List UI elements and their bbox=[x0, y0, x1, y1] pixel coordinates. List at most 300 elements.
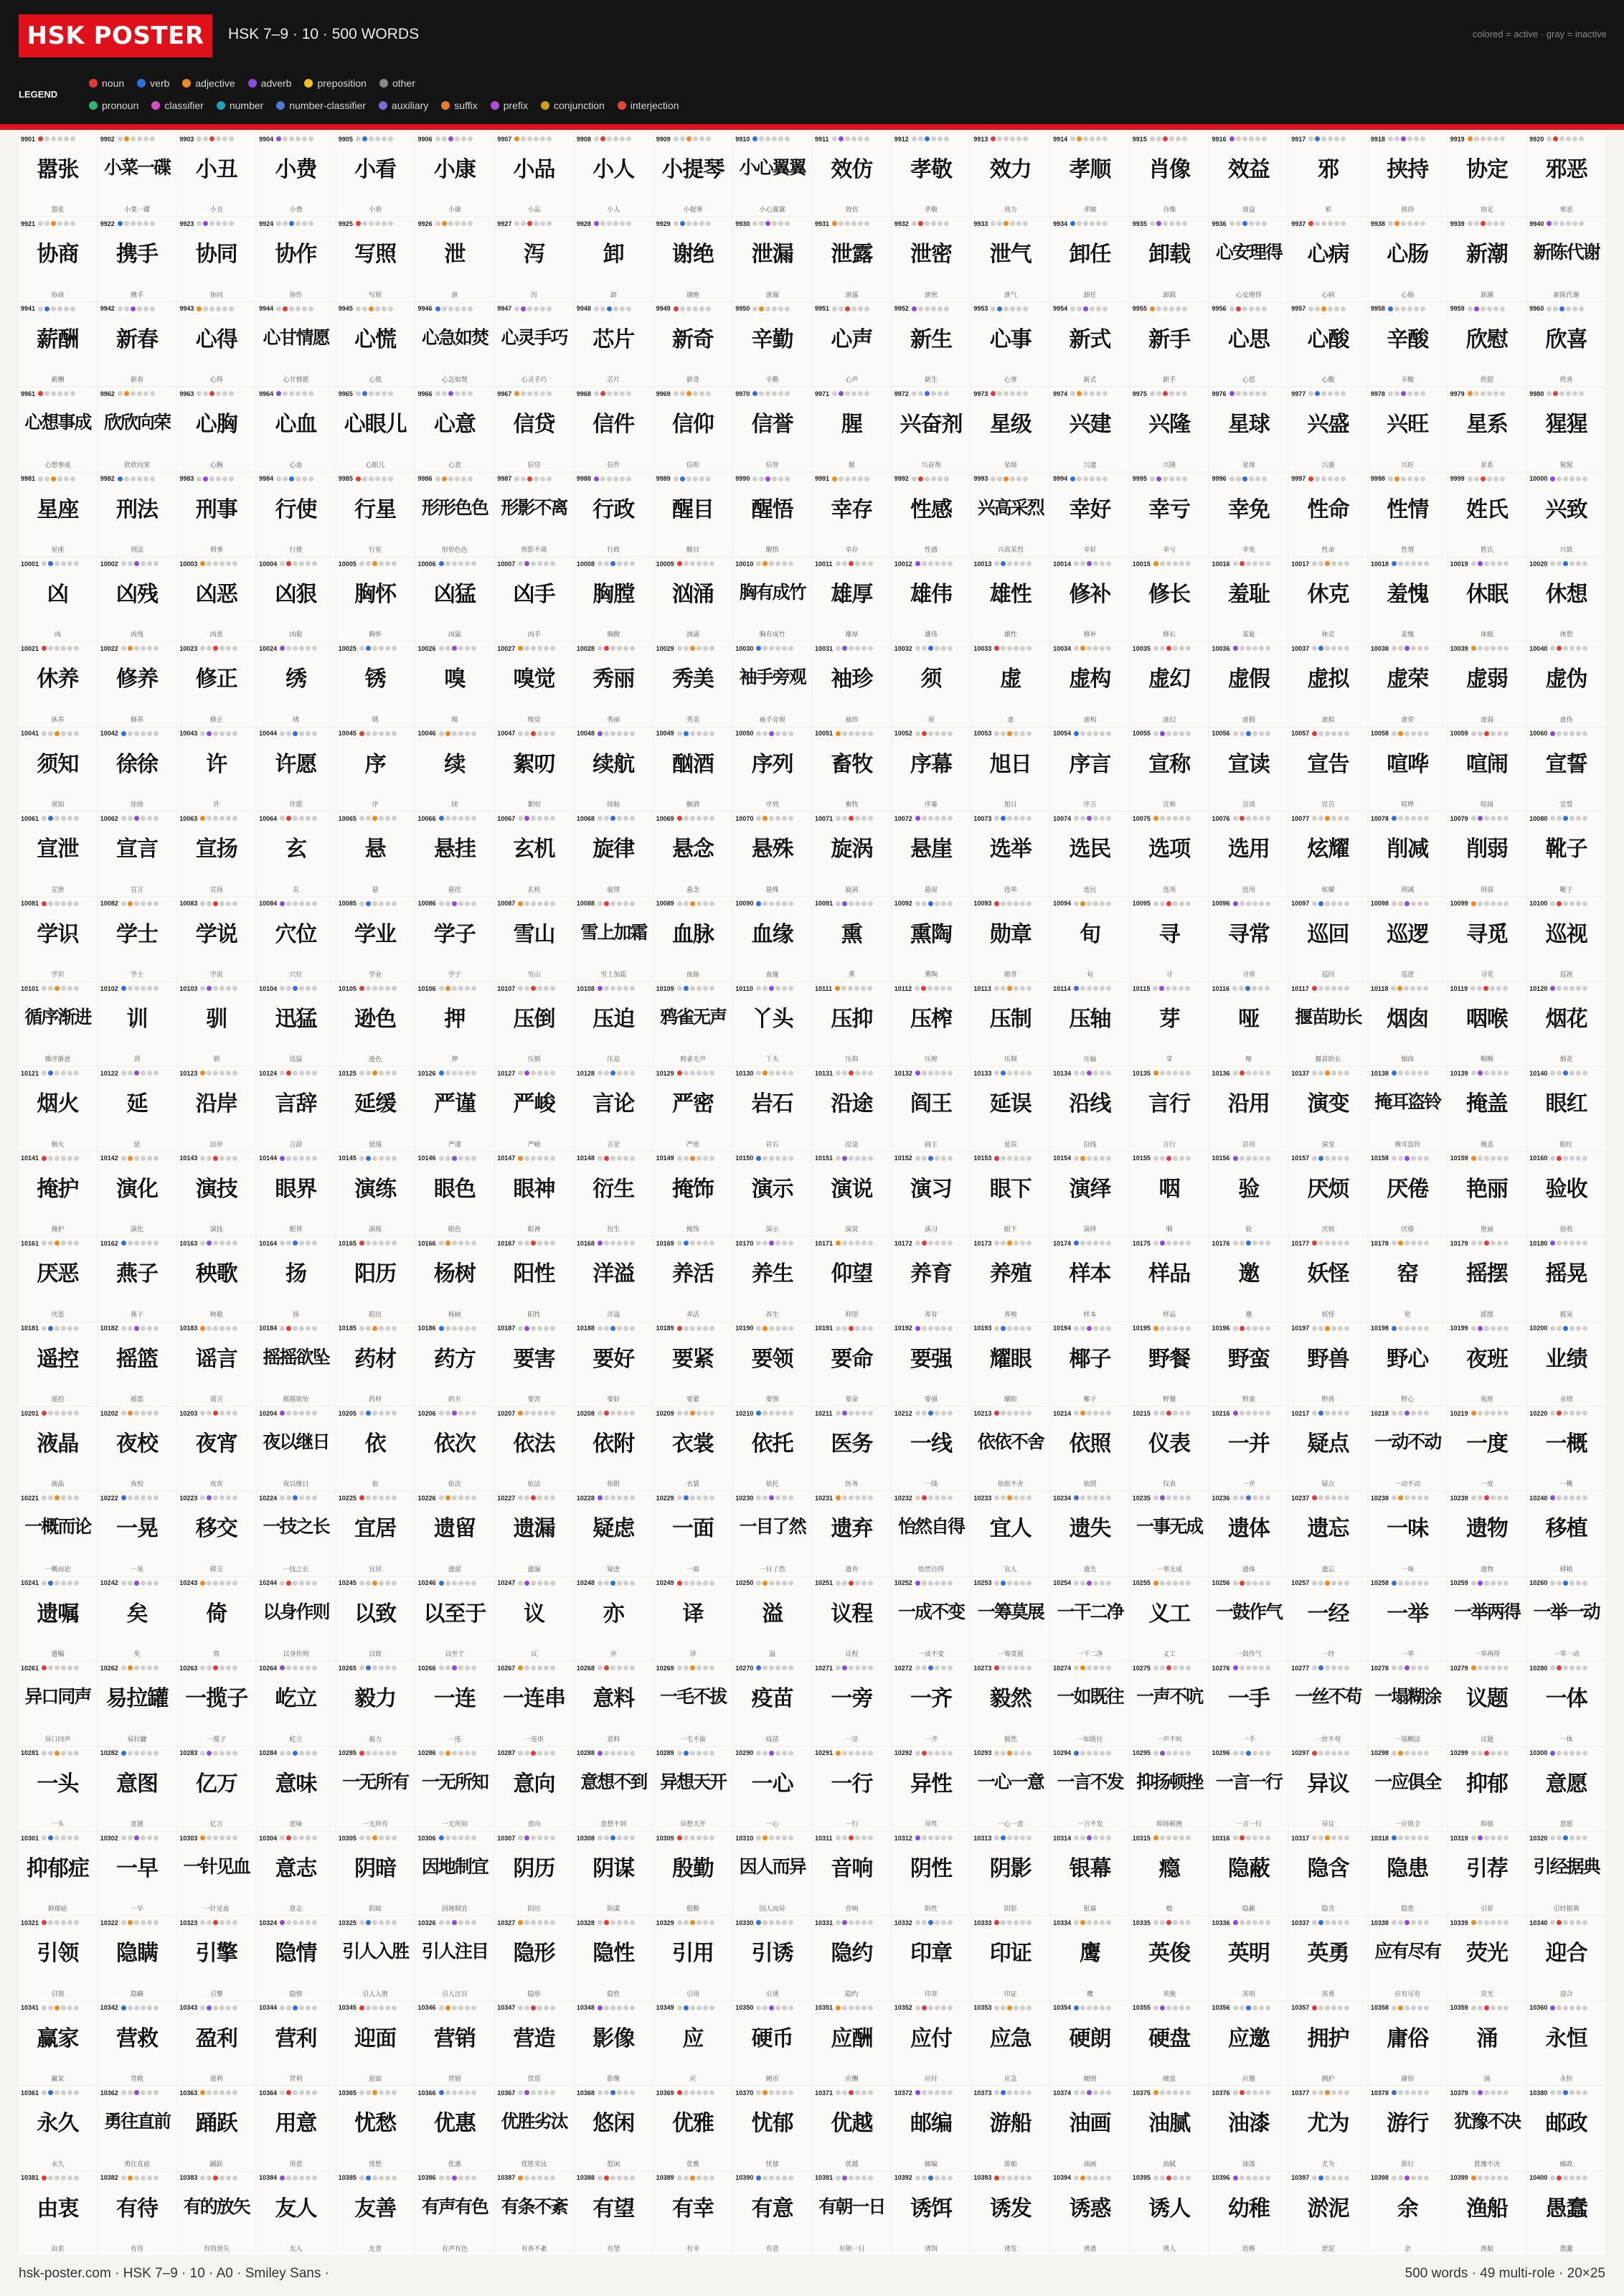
pos-dot-icon bbox=[1344, 1581, 1349, 1586]
pos-dot-icon bbox=[1233, 1071, 1238, 1076]
part-of-speech-dots bbox=[1232, 986, 1270, 991]
word-cell bbox=[257, 1492, 335, 1575]
pos-dot-icon bbox=[550, 1326, 555, 1331]
part-of-speech-dots bbox=[1470, 986, 1508, 991]
pos-dot-icon bbox=[684, 561, 689, 566]
pos-dot-icon bbox=[864, 476, 869, 481]
pos-dot-icon bbox=[1240, 1411, 1245, 1416]
word-gloss: 揠苗助长 bbox=[1315, 1055, 1341, 1063]
pos-dot-icon bbox=[1503, 1156, 1509, 1161]
pos-dot-icon bbox=[1020, 1411, 1025, 1416]
pos-dot-icon bbox=[1252, 646, 1257, 651]
pos-dot-icon bbox=[928, 1156, 933, 1161]
pos-dot-icon bbox=[544, 1751, 549, 1756]
word-hanzi: 要领 bbox=[751, 1346, 793, 1372]
pos-dot-icon bbox=[868, 1241, 873, 1246]
pos-dot-icon bbox=[775, 1495, 780, 1500]
word-number: 10195 bbox=[1132, 1325, 1151, 1332]
pos-dot-icon bbox=[845, 476, 850, 481]
pos-dot-icon bbox=[61, 561, 66, 566]
pos-dot-icon bbox=[1093, 901, 1098, 906]
word-cell bbox=[1527, 1067, 1605, 1150]
pos-dot-icon bbox=[1478, 731, 1483, 736]
pos-dot-icon bbox=[1550, 561, 1555, 566]
pos-dot-icon bbox=[362, 391, 367, 396]
part-of-speech-dots bbox=[1312, 1071, 1349, 1076]
pos-dot-icon bbox=[1016, 391, 1021, 396]
pos-dot-icon bbox=[1325, 1156, 1330, 1161]
pos-dot-icon bbox=[782, 816, 787, 821]
pos-dot-icon bbox=[458, 816, 463, 821]
pos-dot-icon bbox=[1265, 1071, 1270, 1076]
pos-dot-icon bbox=[1582, 731, 1587, 736]
part-of-speech-dots bbox=[1471, 646, 1509, 651]
pos-dot-icon bbox=[1398, 1411, 1403, 1416]
part-of-speech-dots bbox=[200, 901, 237, 906]
word-number: 10085 bbox=[338, 900, 357, 908]
word-number: 10152 bbox=[894, 1154, 912, 1162]
pos-dot-icon bbox=[518, 1835, 523, 1840]
word-cell bbox=[1369, 1577, 1447, 1660]
pos-dot-icon bbox=[1388, 221, 1393, 226]
pos-dot-icon bbox=[48, 731, 53, 736]
pos-dot-icon bbox=[775, 646, 780, 651]
word-number: 10164 bbox=[259, 1239, 278, 1247]
word-number: 9915 bbox=[1132, 135, 1147, 143]
word-cell bbox=[1448, 1662, 1526, 1745]
pos-dot-icon bbox=[276, 136, 281, 141]
word-cell bbox=[1209, 1237, 1288, 1320]
word-footer bbox=[1529, 1394, 1603, 1403]
pos-dot-icon bbox=[1026, 1241, 1031, 1246]
pos-dot-icon bbox=[67, 1326, 72, 1331]
legend-label: prefix bbox=[503, 100, 528, 111]
word-gloss: 一手 bbox=[1242, 1735, 1255, 1743]
pos-dot-icon bbox=[392, 1241, 397, 1246]
part-of-speech-dots bbox=[1550, 1071, 1587, 1076]
pos-dot-icon bbox=[849, 1156, 854, 1161]
word-gloss: 一目了然 bbox=[759, 1565, 785, 1573]
word-number: 10198 bbox=[1370, 1325, 1389, 1332]
word-hanzi: 汹涌 bbox=[671, 582, 714, 607]
pos-dot-icon bbox=[1471, 1241, 1476, 1246]
pos-dot-icon bbox=[1392, 1581, 1397, 1586]
pos-dot-icon bbox=[1547, 221, 1552, 226]
pos-dot-icon bbox=[1246, 1071, 1251, 1076]
word-hanzi: 养育 bbox=[910, 1261, 953, 1287]
pos-dot-icon bbox=[788, 1751, 793, 1756]
pos-dot-icon bbox=[1497, 1156, 1502, 1161]
word-gloss: 效益 bbox=[1242, 206, 1255, 214]
word-number: 9934 bbox=[1053, 220, 1068, 227]
pos-dot-icon bbox=[915, 816, 920, 821]
word-cell bbox=[336, 1237, 415, 1320]
pos-dot-icon bbox=[677, 1071, 682, 1076]
part-of-speech-dots bbox=[359, 561, 397, 566]
pos-dot-icon bbox=[226, 1156, 231, 1161]
word-number: 10296 bbox=[1212, 1749, 1230, 1757]
pos-dot-icon bbox=[458, 731, 463, 736]
word-footer bbox=[1529, 715, 1603, 724]
pos-dot-icon bbox=[1312, 1071, 1317, 1076]
pos-dot-icon bbox=[306, 1581, 311, 1586]
word-hanzi: 演绎 bbox=[1069, 1176, 1111, 1202]
pos-dot-icon bbox=[912, 221, 917, 226]
part-of-speech-dots bbox=[280, 1835, 317, 1840]
legend-dot-icon bbox=[182, 79, 191, 88]
pos-dot-icon bbox=[1026, 986, 1031, 991]
pos-dot-icon bbox=[1249, 306, 1254, 311]
pos-dot-icon bbox=[458, 1835, 463, 1840]
word-footer bbox=[1529, 1819, 1603, 1828]
pos-dot-icon bbox=[620, 391, 625, 396]
word-footer bbox=[417, 1564, 491, 1573]
legend-item-interjection bbox=[618, 100, 679, 111]
pos-dot-icon bbox=[1014, 646, 1019, 651]
pos-dot-icon bbox=[1392, 1241, 1397, 1246]
pos-dot-icon bbox=[445, 1665, 450, 1670]
pos-dot-icon bbox=[1007, 1156, 1012, 1161]
word-gloss: 欣欣向荣 bbox=[124, 461, 151, 469]
word-footer bbox=[21, 1734, 95, 1744]
pos-dot-icon bbox=[598, 901, 603, 906]
pos-dot-icon bbox=[868, 1581, 873, 1586]
word-cell bbox=[1209, 217, 1288, 301]
pos-dot-icon bbox=[209, 136, 214, 141]
pos-dot-icon bbox=[1569, 986, 1575, 991]
pos-dot-icon bbox=[684, 986, 689, 991]
word-cell bbox=[1527, 1577, 1605, 1660]
word-footer bbox=[1133, 1564, 1207, 1573]
pos-dot-icon bbox=[359, 1071, 364, 1076]
word-cell bbox=[971, 557, 1049, 641]
pos-dot-icon bbox=[842, 901, 847, 906]
legend-label: conjunction bbox=[553, 100, 605, 111]
part-of-speech-dots bbox=[991, 221, 1028, 226]
pos-dot-icon bbox=[55, 1411, 60, 1416]
pos-dot-icon bbox=[74, 1581, 79, 1586]
word-hanzi: 心肠 bbox=[1387, 242, 1429, 268]
word-footer bbox=[497, 1394, 571, 1403]
pos-dot-icon bbox=[1083, 221, 1088, 226]
pos-dot-icon bbox=[1471, 816, 1476, 821]
word-cell bbox=[98, 642, 176, 725]
part-of-speech-dots bbox=[994, 1071, 1031, 1076]
pos-dot-icon bbox=[521, 306, 526, 311]
word-gloss: 泄漏 bbox=[765, 291, 779, 298]
pos-dot-icon bbox=[1150, 136, 1155, 141]
word-hanzi: 演练 bbox=[354, 1176, 397, 1202]
word-footer bbox=[100, 1224, 174, 1233]
pos-dot-icon bbox=[944, 136, 949, 141]
word-footer bbox=[417, 1734, 491, 1744]
word-hanzi: 一筹莫展 bbox=[977, 1601, 1044, 1622]
part-of-speech-dots bbox=[1153, 1156, 1191, 1161]
pos-dot-icon bbox=[690, 561, 695, 566]
pos-dot-icon bbox=[1179, 816, 1184, 821]
pos-dot-icon bbox=[706, 221, 711, 226]
pos-dot-icon bbox=[782, 1835, 787, 1840]
pos-dot-icon bbox=[544, 1495, 549, 1500]
pos-dot-icon bbox=[213, 1241, 218, 1246]
word-gloss: 孝顺 bbox=[1083, 206, 1097, 214]
pos-dot-icon bbox=[366, 561, 371, 566]
pos-dot-icon bbox=[439, 1326, 444, 1331]
word-number: 10185 bbox=[338, 1325, 357, 1332]
word-cell bbox=[892, 1747, 971, 1830]
pos-dot-icon bbox=[1014, 1156, 1019, 1161]
word-hanzi: 咽 bbox=[1158, 1176, 1180, 1202]
word-gloss: 协定 bbox=[1480, 206, 1493, 214]
word-number: 9996 bbox=[1212, 475, 1227, 483]
part-of-speech-dots bbox=[594, 391, 631, 396]
pos-dot-icon bbox=[1252, 1411, 1257, 1416]
word-number: 10297 bbox=[1291, 1749, 1310, 1757]
word-cell bbox=[733, 812, 811, 895]
word-hanzi: 心慌 bbox=[354, 326, 397, 352]
word-cell bbox=[19, 982, 97, 1065]
word-gloss: 一连 bbox=[448, 1735, 461, 1743]
word-footer bbox=[339, 545, 412, 554]
part-of-speech-dots bbox=[598, 816, 635, 821]
pos-dot-icon bbox=[1557, 1156, 1562, 1161]
word-cell bbox=[971, 217, 1049, 301]
word-number: 10213 bbox=[973, 1409, 992, 1417]
word-hanzi: 摇摇欲坠 bbox=[263, 1346, 329, 1368]
pos-dot-icon bbox=[1468, 476, 1473, 481]
pos-dot-icon bbox=[855, 1241, 860, 1246]
word-number: 10057 bbox=[1291, 730, 1310, 738]
pos-dot-icon bbox=[1252, 986, 1257, 991]
pos-dot-icon bbox=[861, 1071, 867, 1076]
word-footer bbox=[1212, 1309, 1285, 1319]
word-number: 10043 bbox=[179, 730, 198, 738]
word-number: 10068 bbox=[576, 814, 595, 822]
word-hanzi: 疑点 bbox=[1307, 1431, 1349, 1457]
word-gloss: 压迫 bbox=[607, 1055, 620, 1063]
pos-dot-icon bbox=[1160, 1411, 1165, 1416]
pos-dot-icon bbox=[445, 1751, 450, 1756]
word-footer bbox=[1291, 629, 1365, 639]
pos-dot-icon bbox=[1093, 731, 1098, 736]
pos-dot-icon bbox=[772, 221, 777, 226]
pos-dot-icon bbox=[1265, 1751, 1270, 1756]
word-cell bbox=[1209, 1492, 1288, 1575]
word-cell bbox=[177, 1832, 255, 1915]
pos-dot-icon bbox=[388, 221, 393, 226]
part-of-speech-dots bbox=[280, 1156, 317, 1161]
word-hanzi: 寻觅 bbox=[1465, 921, 1508, 947]
pos-dot-icon bbox=[1106, 1495, 1111, 1500]
word-number: 10160 bbox=[1529, 1154, 1548, 1162]
pos-dot-icon bbox=[697, 1326, 702, 1331]
pos-dot-icon bbox=[207, 901, 212, 906]
pos-dot-icon bbox=[1405, 1665, 1410, 1670]
word-number: 10230 bbox=[735, 1494, 754, 1502]
pos-dot-icon bbox=[1070, 476, 1075, 481]
word-number: 9909 bbox=[656, 135, 671, 143]
pos-dot-icon bbox=[1229, 221, 1234, 226]
word-number: 10254 bbox=[1053, 1579, 1072, 1587]
pos-dot-icon bbox=[1491, 1581, 1496, 1586]
word-cell bbox=[257, 1407, 335, 1490]
word-footer bbox=[497, 1649, 571, 1658]
word-gloss: 宣告 bbox=[1321, 801, 1335, 809]
word-hanzi: 沿线 bbox=[1069, 1091, 1111, 1117]
pos-dot-icon bbox=[1563, 1156, 1568, 1161]
pos-dot-icon bbox=[57, 306, 62, 311]
pos-dot-icon bbox=[226, 1326, 231, 1331]
pos-dot-icon bbox=[74, 1071, 79, 1076]
pos-dot-icon bbox=[359, 1241, 364, 1246]
pos-dot-icon bbox=[1484, 1071, 1489, 1076]
pos-dot-icon bbox=[137, 391, 142, 396]
pos-dot-icon bbox=[372, 1665, 377, 1670]
pos-dot-icon bbox=[1240, 1581, 1245, 1586]
pos-dot-icon bbox=[855, 1071, 860, 1076]
word-hanzi: 衣裳 bbox=[671, 1431, 714, 1457]
pos-dot-icon bbox=[1491, 561, 1496, 566]
pos-dot-icon bbox=[435, 476, 440, 481]
word-footer bbox=[735, 1054, 809, 1063]
part-of-speech-dots bbox=[121, 1581, 159, 1586]
pos-dot-icon bbox=[1312, 1241, 1317, 1246]
pos-dot-icon bbox=[994, 1156, 999, 1161]
legend-label: other bbox=[392, 77, 415, 89]
pos-dot-icon bbox=[1163, 136, 1168, 141]
word-number: 10071 bbox=[814, 814, 834, 822]
pos-dot-icon bbox=[1176, 306, 1181, 311]
pos-dot-icon bbox=[306, 1495, 311, 1500]
pos-dot-icon bbox=[1233, 901, 1238, 906]
part-of-speech-dots bbox=[439, 816, 476, 821]
pos-dot-icon bbox=[598, 1411, 603, 1416]
word-gloss: 一体 bbox=[1559, 1735, 1573, 1743]
part-of-speech-dots bbox=[1471, 1665, 1509, 1670]
pos-dot-icon bbox=[1229, 476, 1234, 481]
pos-dot-icon bbox=[703, 646, 708, 651]
pos-dot-icon bbox=[1173, 561, 1178, 566]
part-of-speech-dots bbox=[832, 306, 869, 311]
word-number: 10298 bbox=[1370, 1749, 1389, 1757]
word-gloss: 丫头 bbox=[765, 1055, 779, 1063]
word-gloss: 一旁 bbox=[845, 1735, 859, 1743]
part-of-speech-dots bbox=[1308, 476, 1346, 481]
pos-dot-icon bbox=[1557, 1411, 1562, 1416]
pos-dot-icon bbox=[1182, 476, 1187, 481]
word-number: 9977 bbox=[1291, 390, 1306, 397]
word-cell bbox=[19, 1152, 97, 1236]
word-number: 10302 bbox=[100, 1834, 118, 1842]
pos-dot-icon bbox=[785, 476, 790, 481]
pos-dot-icon bbox=[70, 391, 75, 396]
pos-dot-icon bbox=[306, 1071, 311, 1076]
pos-dot-icon bbox=[756, 1751, 761, 1756]
pos-dot-icon bbox=[1160, 901, 1165, 906]
word-number: 10105 bbox=[338, 984, 357, 992]
word-footer bbox=[21, 1904, 95, 1913]
word-footer bbox=[1133, 460, 1207, 469]
pos-dot-icon bbox=[232, 986, 237, 991]
pos-dot-icon bbox=[1233, 1156, 1238, 1161]
word-footer bbox=[1212, 1224, 1285, 1233]
pos-dot-icon bbox=[604, 1581, 609, 1586]
word-hanzi: 野蛮 bbox=[1227, 1346, 1270, 1372]
part-of-speech-dots bbox=[915, 816, 953, 821]
pos-dot-icon bbox=[944, 391, 949, 396]
pos-dot-icon bbox=[623, 646, 628, 651]
word-gloss: 邀 bbox=[1245, 1310, 1252, 1318]
word-hanzi: 夜宵 bbox=[195, 1431, 237, 1457]
word-number: 10293 bbox=[973, 1749, 992, 1757]
pos-dot-icon bbox=[518, 901, 523, 906]
word-hanzi: 意向 bbox=[513, 1771, 555, 1797]
pos-dot-icon bbox=[849, 1581, 854, 1586]
word-footer bbox=[259, 375, 333, 384]
pos-dot-icon bbox=[442, 136, 447, 141]
pos-dot-icon bbox=[1478, 646, 1483, 651]
word-number: 10086 bbox=[417, 900, 436, 908]
pos-dot-icon bbox=[1338, 816, 1343, 821]
pos-dot-icon bbox=[630, 1241, 635, 1246]
pos-dot-icon bbox=[1007, 816, 1012, 821]
pos-dot-icon bbox=[379, 561, 384, 566]
pos-dot-icon bbox=[1318, 646, 1323, 651]
pos-dot-icon bbox=[514, 221, 519, 226]
word-hanzi: 心灵手巧 bbox=[501, 326, 567, 348]
part-of-speech-dots bbox=[994, 1411, 1031, 1416]
pos-dot-icon bbox=[57, 476, 62, 481]
pos-dot-icon bbox=[1325, 986, 1330, 991]
pos-dot-icon bbox=[1080, 1495, 1085, 1500]
word-hanzi: 肖像 bbox=[1148, 157, 1191, 182]
part-of-speech-dots bbox=[677, 901, 714, 906]
part-of-speech-dots bbox=[674, 476, 711, 481]
word-cell bbox=[1448, 557, 1526, 641]
pos-dot-icon bbox=[1150, 476, 1155, 481]
part-of-speech-dots bbox=[1229, 221, 1267, 226]
part-of-speech-dots bbox=[359, 1326, 397, 1331]
word-gloss: 袖珍 bbox=[845, 715, 859, 723]
pos-dot-icon bbox=[1172, 986, 1177, 991]
part-of-speech-dots bbox=[200, 1241, 237, 1246]
pos-dot-icon bbox=[915, 986, 920, 991]
part-of-speech-dots bbox=[1153, 646, 1191, 651]
word-gloss: 要强 bbox=[925, 1396, 938, 1403]
pos-dot-icon bbox=[868, 646, 873, 651]
word-hanzi: 一并 bbox=[1227, 1431, 1270, 1457]
part-of-speech-dots bbox=[121, 1156, 159, 1161]
pos-dot-icon bbox=[709, 1751, 714, 1756]
pos-dot-icon bbox=[458, 1071, 463, 1076]
word-cell bbox=[1130, 1662, 1209, 1745]
pos-dot-icon bbox=[948, 561, 953, 566]
word-hanzi: 玄 bbox=[285, 837, 306, 862]
pos-dot-icon bbox=[448, 221, 453, 226]
pos-dot-icon bbox=[709, 731, 714, 736]
part-of-speech-dots bbox=[518, 901, 555, 906]
word-hanzi: 一味 bbox=[1387, 1516, 1429, 1542]
word-footer bbox=[656, 1224, 730, 1233]
part-of-speech-dots bbox=[514, 136, 552, 141]
pos-dot-icon bbox=[518, 1581, 523, 1586]
pos-dot-icon bbox=[1392, 561, 1397, 566]
pos-dot-icon bbox=[1566, 391, 1571, 396]
pos-dot-icon bbox=[1259, 901, 1264, 906]
word-footer bbox=[815, 545, 889, 554]
pos-dot-icon bbox=[1405, 1495, 1410, 1500]
pos-dot-icon bbox=[550, 816, 555, 821]
